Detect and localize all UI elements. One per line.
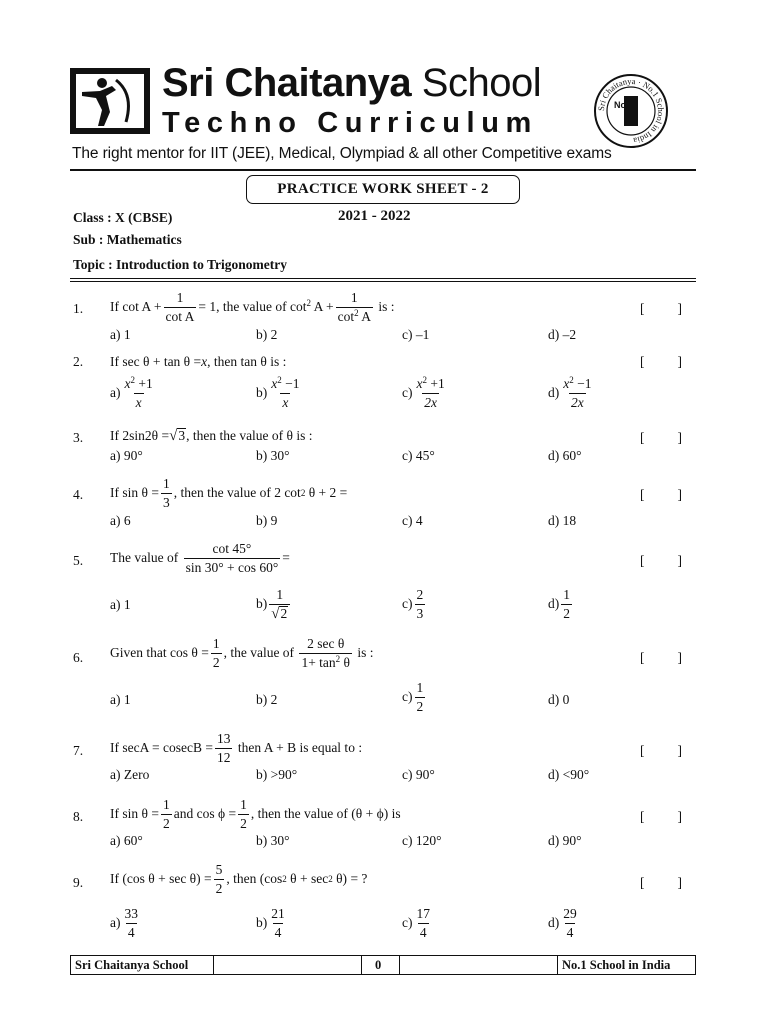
question-number: 4. <box>73 487 84 502</box>
question-stem: If sec θ + tan θ = x , then tan θ is : <box>110 354 287 369</box>
option-b: b) >90° <box>256 767 298 782</box>
meta-divider <box>70 278 696 282</box>
question-stem: If secA = cosecB = $\frac{13}{12}$ then A + B is equal to : <box>110 731 363 765</box>
option-a: a) 60° <box>110 833 143 848</box>
footer-tagline: No.1 School in India <box>562 958 671 972</box>
question-5 <box>0 541 768 623</box>
option-c: c) $\frac{17}{4}$ <box>402 906 430 940</box>
option-c: c) $\frac{1}{2}$ <box>402 680 424 714</box>
question-number: 7. <box>73 743 84 758</box>
option-c: c) –1 <box>402 327 430 342</box>
answer-bracket[interactable]: [ ] <box>640 650 682 665</box>
option-d: d) <90° <box>548 767 590 782</box>
option-d: d) $\frac{1}{2}$ <box>548 587 570 621</box>
answer-bracket[interactable]: [ ] <box>640 487 682 502</box>
school-logo <box>70 68 150 134</box>
option-b: b) 1 √ 2 <box>256 587 292 622</box>
logo-figure-icon <box>76 74 144 128</box>
academic-year: 2021 - 2022 <box>338 208 411 224</box>
seal-text: Sri Chaitanya · No.1 School in India <box>595 75 667 146</box>
header-divider <box>70 169 696 171</box>
option-b: b) 2 <box>256 692 278 707</box>
option-b: b) 9 <box>256 513 278 528</box>
school-seal <box>592 72 670 150</box>
question-stem: If sin θ = $\frac{1}{3}$ , then the value of 2 cot 2 θ + 2 = <box>110 476 348 510</box>
question-stem: The value of $\frac{\cot 45^\circ}{\sin 30^\circ + \cos 60^\circ}$ = <box>110 541 290 575</box>
answer-bracket[interactable]: [ ] <box>640 743 682 758</box>
question-4 <box>0 476 768 530</box>
footer-school-name: Sri Chaitanya School <box>75 958 189 972</box>
question-8 <box>0 797 768 849</box>
option-c: c) 120° <box>402 833 442 848</box>
answer-bracket[interactable]: [ ] <box>640 301 682 316</box>
question-stem: If cot A + $\frac{1}{\text{cot A}}$ = 1 , the value of $\cot^2 A$ + $\frac{1}{\cot^2 A}$ is : <box>110 290 395 324</box>
answer-bracket[interactable]: [ ] <box>640 553 682 568</box>
question-1 <box>0 290 768 342</box>
option-b: b) 30° <box>256 833 290 848</box>
option-d: d) 90° <box>548 833 582 848</box>
worksheet-title: PRACTICE WORK SHEET - 2 <box>246 175 520 204</box>
question-number: 5. <box>73 553 84 568</box>
option-c: c) 90° <box>402 767 435 782</box>
option-d: d) $\frac{x^2 -1}{2x}$ <box>548 375 592 410</box>
option-d: d) 18 <box>548 513 577 528</box>
option-a: a) $\frac{33}{4}$ <box>110 906 138 940</box>
option-d: d) 60° <box>548 448 582 463</box>
question-stem: Given that cos θ = $\frac{1}{2}$ , the value of $\frac{\text{2 sec θ}}{1+ \tan^2 \theta}$ is : <box>110 636 374 670</box>
option-a: a) 1 <box>110 597 131 612</box>
option-b: b) 30° <box>256 448 290 463</box>
question-6 <box>0 636 768 720</box>
seal-icon <box>592 72 670 150</box>
question-9 <box>0 862 768 946</box>
question-stem: If 2sin2θ = √ 3 , then the value of θ is : <box>110 427 313 444</box>
option-c: c) 4 <box>402 513 423 528</box>
question-number: 1. <box>73 301 84 316</box>
question-stem: If (cos θ + sec θ) = $\frac{5}{2}$ , then (cos 2 θ + sec 2 θ) = ? <box>110 862 368 896</box>
option-c: c) $\frac{x^2 +1}{2x}$ <box>402 375 445 410</box>
page-footer <box>70 955 696 975</box>
option-a: a) 6 <box>110 513 131 528</box>
tagline: The right mentor for IIT (JEE), Medical, Olympiad & all other Competitive exams <box>72 145 612 162</box>
question-number: 3. <box>73 430 84 445</box>
option-a: a) 90° <box>110 448 143 463</box>
footer-divider <box>557 956 558 974</box>
curriculum-subtitle: Techno Curriculum <box>162 107 538 139</box>
footer-divider <box>399 956 400 974</box>
option-a: a) $\frac{x^2 +1}{x}$ <box>110 375 153 410</box>
option-c: c) $\frac{2}{3}$ <box>402 587 424 621</box>
topic-label: Topic : Introduction to Trigonometry <box>73 257 288 272</box>
subject-label: Sub : Mathematics <box>73 232 182 247</box>
option-c: c) 45° <box>402 448 435 463</box>
option-a: a) Zero <box>110 767 150 782</box>
option-d: d) 0 <box>548 692 570 707</box>
question-2 <box>0 354 768 416</box>
question-stem: If sin θ = $\frac{1}{2}$ and cos ϕ = $\frac{1}{2}$ , then the value of (θ + ϕ) is <box>110 797 401 831</box>
seal-badge: No <box>614 100 626 110</box>
question-number: 9. <box>73 875 84 890</box>
option-d: d) –2 <box>548 327 577 342</box>
option-a: a) 1 <box>110 327 131 342</box>
option-a: a) 1 <box>110 692 131 707</box>
answer-bracket[interactable]: [ ] <box>640 809 682 824</box>
option-b: b) 2 <box>256 327 278 342</box>
page-number: 0 <box>375 958 382 972</box>
answer-bracket[interactable]: [ ] <box>640 354 682 369</box>
class-label: Class : X (CBSE) <box>73 210 173 225</box>
question-3 <box>0 428 768 468</box>
option-b: b) $\frac{21}{4}$ <box>256 906 285 940</box>
school-name: Sri Chaitanya School <box>162 61 542 105</box>
question-7 <box>0 731 768 783</box>
footer-divider <box>213 956 214 974</box>
question-number: 8. <box>73 809 84 824</box>
answer-bracket[interactable]: [ ] <box>640 875 682 890</box>
question-number: 2. <box>73 354 84 369</box>
answer-bracket[interactable]: [ ] <box>640 430 682 445</box>
option-b: b) $\frac{x^2 -1}{x}$ <box>256 375 300 410</box>
question-number: 6. <box>73 650 84 665</box>
option-d: d) $\frac{29}{4}$ <box>548 906 577 940</box>
footer-divider <box>361 956 362 974</box>
